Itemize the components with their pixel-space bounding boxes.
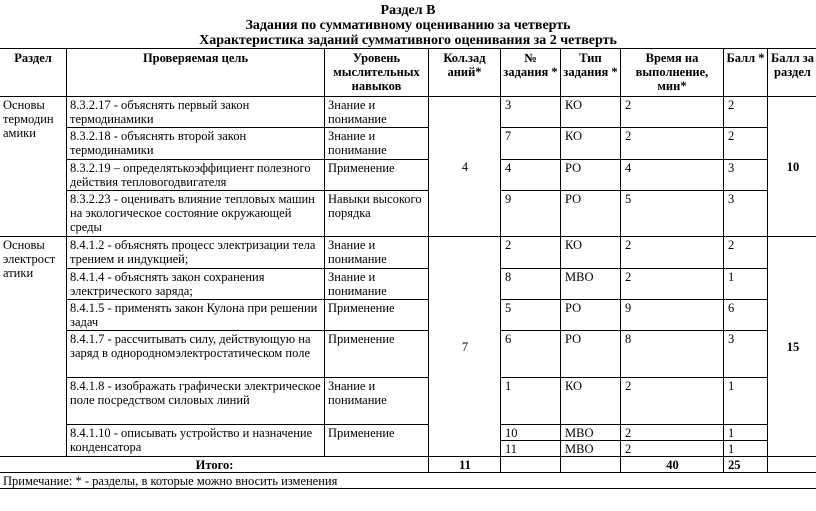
table-caption: Характеристика заданий суммативного оценивания за 2 четверть — [199, 33, 617, 48]
goal-cell: 8.3.2.19 – определятькоэффициент полезного действия тепловогодвигателя — [67, 160, 325, 191]
level-cell: Знание и понимание — [325, 237, 429, 269]
level-cell: Применение — [325, 300, 429, 331]
table-row — [0, 269, 816, 300]
col-count: Кол.зад аний* — [429, 49, 501, 97]
task-type: МВО — [561, 441, 621, 457]
task-num: 7 — [501, 128, 561, 160]
level-cell: Навыки высокого порядка — [325, 191, 429, 237]
task-num: 6 — [501, 331, 561, 378]
task-type: РО — [561, 191, 621, 237]
task-time: 2 — [621, 128, 724, 160]
section-score: 10 — [768, 97, 816, 237]
total-time: 40 — [621, 457, 724, 473]
task-time: 2 — [621, 378, 724, 425]
document-title: Задания по суммативному оцениванию за четверть — [245, 18, 571, 33]
table-row — [0, 160, 816, 191]
task-score: 3 — [724, 191, 768, 237]
table-row — [0, 425, 816, 441]
task-time: 4 — [621, 160, 724, 191]
goal-cell: 8.4.1.5 - применять закон Кулона при решении задач — [67, 300, 325, 331]
empty-cell — [501, 457, 561, 473]
level-cell: Знание и понимание — [325, 378, 429, 425]
task-time: 8 — [621, 331, 724, 378]
table-row — [0, 331, 816, 378]
goal-cell: 8.4.1.4 - объяснять закон сохранения электрического заряда; — [67, 269, 325, 300]
goal-cell: 8.4.1.2 - объяснять процесс электризации тела трением и индукцией; — [67, 237, 325, 269]
total-count: 11 — [429, 457, 501, 473]
goal-cell: 8.4.1.8 - изображать графически электрическое поле посредством силовых линий — [67, 378, 325, 425]
task-time: 2 — [621, 237, 724, 269]
task-score: 2 — [724, 237, 768, 269]
col-task-num: № задания * — [501, 49, 561, 97]
task-type: КО — [561, 128, 621, 160]
level-cell: Применение — [325, 160, 429, 191]
task-time: 2 — [621, 97, 724, 128]
task-score: 1 — [724, 378, 768, 425]
footnote: Примечание: * - разделы, в которые можно вносить изменения — [0, 473, 816, 489]
empty-cell — [561, 457, 621, 473]
goal-cell: 8.3.2.18 - объяснять второй закон термодинамики — [67, 128, 325, 160]
task-count: 4 — [429, 97, 501, 237]
col-section-score: Балл за раздел — [768, 49, 816, 97]
empty-cell — [768, 457, 816, 473]
table-row — [0, 237, 816, 269]
col-score: Балл * — [724, 49, 768, 97]
goal-cell: 8.4.1.10 - описывать устройство и назначение конденсатора — [67, 425, 325, 457]
table-row — [0, 300, 816, 331]
task-type: КО — [561, 237, 621, 269]
header-row — [0, 49, 816, 97]
task-score: 3 — [724, 160, 768, 191]
section-score: 15 — [768, 237, 816, 457]
task-type: КО — [561, 97, 621, 128]
task-time: 9 — [621, 300, 724, 331]
level-cell: Знание и понимание — [325, 97, 429, 128]
table-row — [0, 191, 816, 237]
section-name: Основы электрост атики — [0, 237, 67, 457]
task-num: 5 — [501, 300, 561, 331]
level-cell: Применение — [325, 331, 429, 378]
task-type: МВО — [561, 425, 621, 441]
task-num: 9 — [501, 191, 561, 237]
col-level: Уровень мыслительных навыков — [325, 49, 429, 97]
task-num: 8 — [501, 269, 561, 300]
table-row — [0, 128, 816, 160]
task-type: РО — [561, 331, 621, 378]
task-score: 2 — [724, 97, 768, 128]
total-score: 25 — [724, 457, 768, 473]
task-num: 4 — [501, 160, 561, 191]
total-label: Итого: — [0, 457, 429, 473]
assessment-table — [0, 48, 816, 489]
note-row — [0, 473, 816, 489]
task-score: 1 — [724, 441, 768, 457]
level-cell: Знание и понимание — [325, 269, 429, 300]
task-num: 10 — [501, 425, 561, 441]
task-type: МВО — [561, 269, 621, 300]
task-num: 2 — [501, 237, 561, 269]
col-time: Время на выполнение, мин* — [621, 49, 724, 97]
task-score: 1 — [724, 425, 768, 441]
task-num: 1 — [501, 378, 561, 425]
task-type: РО — [561, 160, 621, 191]
col-task-type: Тип задания * — [561, 49, 621, 97]
task-num: 3 — [501, 97, 561, 128]
task-score: 1 — [724, 269, 768, 300]
level-cell: Применение — [325, 425, 429, 457]
task-time: 2 — [621, 441, 724, 457]
col-section: Раздел — [0, 49, 67, 97]
task-time: 2 — [621, 269, 724, 300]
table-row — [0, 378, 816, 425]
task-time: 2 — [621, 425, 724, 441]
task-count: 7 — [429, 237, 501, 457]
task-score: 2 — [724, 128, 768, 160]
level-cell: Знание и понимание — [325, 128, 429, 160]
section-name: Основы термодин амики — [0, 97, 67, 237]
goal-cell: 8.3.2.17 - объяснять первый закон термодинамики — [67, 97, 325, 128]
total-row — [0, 457, 816, 473]
task-type: РО — [561, 300, 621, 331]
col-goal: Проверяемая цель — [67, 49, 325, 97]
goal-cell: 8.3.2.23 - оценивать влияние тепловых машин на экологическое состояние окружающей среды — [67, 191, 325, 237]
task-time: 5 — [621, 191, 724, 237]
table-row — [0, 97, 816, 128]
task-type: КО — [561, 378, 621, 425]
task-score: 6 — [724, 300, 768, 331]
section-title: Раздел В — [380, 3, 436, 18]
task-score: 3 — [724, 331, 768, 378]
document-header — [0, 0, 816, 48]
task-num: 11 — [501, 441, 561, 457]
goal-cell: 8.4.1.7 - рассчитывать силу, действующую на заряд в однородномэлектростатическом поле — [67, 331, 325, 378]
